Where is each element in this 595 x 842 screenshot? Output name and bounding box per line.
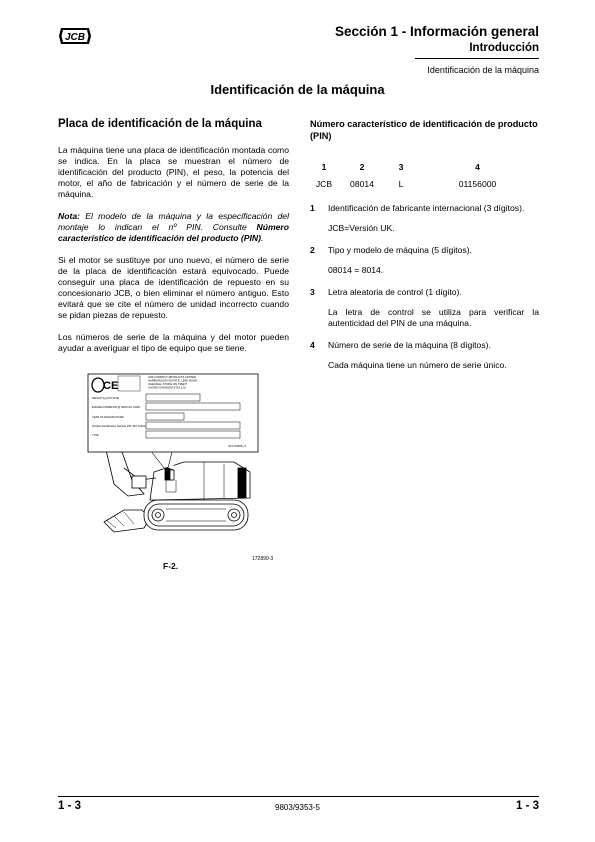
right-column <box>310 118 539 382</box>
section-title: Sección 1 - Información general <box>334 24 539 39</box>
document-code: 9803/9353-5 <box>275 803 320 812</box>
header-rule <box>415 58 539 59</box>
svg-text:JCB: JCB <box>64 32 86 43</box>
pin-item-sub: Cada máquina tiene un número de serie único. <box>328 360 507 370</box>
page-number-right: 1 - 3 <box>515 800 539 812</box>
pin-item-number: 1 <box>310 203 315 213</box>
machine-plate-illustration <box>84 372 264 552</box>
plate-paragraph-2: Si el motor se sustituye por uno nuevo, el número de serie de la placa de identificación estará equivocado. Puede conseguir una placa de identificación de repuesto en su concesionario JCB, o bien eliminar el número antiguo. Esto evitará que se cite el número de unidad incorrecto cuando se pidan piezas de repuesto. <box>58 255 289 320</box>
plate-part-number: 817/16455_6 <box>228 444 246 448</box>
note-label: Nota: <box>58 211 80 221</box>
svg-text:CE: CE <box>103 380 119 392</box>
plate-address-2: CHEADLE, STOKE ON TRENT <box>148 382 188 386</box>
pin-table <box>310 162 539 189</box>
plate-field-type: TYPE <box>92 434 99 437</box>
plate-company: JCB COMPACT PRODUCTS LIMITED <box>148 375 197 379</box>
pin-col-1: 1 <box>321 162 327 172</box>
pin-item-text: Identificación de fabricante internacional (3 dígitos). <box>328 203 525 213</box>
plate-field-pin: Product Identification Number PIN (ISO 10261) <box>92 425 147 428</box>
pin-item-text: Número de serie de la máquina (8 dígitos). <box>328 340 491 350</box>
pin-item-text: Tipo y modelo de máquina (5 dígitos). <box>328 245 472 255</box>
excavator-drawing <box>104 442 250 532</box>
jcb-logo <box>58 26 92 46</box>
pin-value-2: 08014 <box>350 179 374 189</box>
plate-heading: Placa de identificación de la máquina <box>58 118 262 130</box>
figure-code: 172890-3 <box>252 556 274 562</box>
page-title: Identificación de la máquina <box>210 82 385 97</box>
pin-item-text: Letra aleatoria de control (1 dígito). <box>328 287 462 297</box>
pin-item-4 <box>310 340 539 371</box>
page-number-left: 1 - 3 <box>58 800 82 812</box>
figure-label: F-2. <box>163 561 179 571</box>
pin-value-1: JCB <box>315 179 333 189</box>
pin-col-3: 3 <box>398 162 404 172</box>
left-column <box>58 118 289 365</box>
plate-address-1: HARBOROUGH ESTATE, LEEK ROAD <box>148 378 198 383</box>
plate-paragraph-3: Los números de serie de la máquina y del motor pueden ayudar a averiguar el tipo de equipo que se tiene. <box>58 332 289 353</box>
breadcrumb: Identificación de la máquina <box>427 65 539 75</box>
pin-heading: Número característico de identificación de producto (PIN) <box>310 119 538 141</box>
pin-item-3 <box>310 287 539 329</box>
plate-field-weight: WEIGHT kg (ISO 6016) <box>92 397 120 400</box>
pin-item-1 <box>310 203 539 234</box>
pin-item-sub: JCB=Versión UK. <box>328 223 395 233</box>
subsection-title: Introducción <box>469 42 539 54</box>
pin-table-value-row <box>310 179 539 189</box>
pin-reference-link[interactable]: Número característico de identificación del producto (PIN) <box>58 222 289 243</box>
pin-col-4: 4 <box>475 162 480 172</box>
pin-col-2: 2 <box>359 162 365 172</box>
plate-address-3: UNITED KINGDOM ST10 2JU <box>148 385 186 390</box>
pin-item-number: 3 <box>310 287 315 297</box>
pin-item-sub: 08014 = 8014. <box>328 265 384 275</box>
plate-field-power: ENGINE POWER kW @ RPM ISO 14396 <box>92 406 140 409</box>
note-text: El modelo de la máquina y la especificación del montaje lo indican el nº PIN. Consulte <box>58 211 289 232</box>
pin-item-number: 2 <box>310 245 315 255</box>
pin-value-3: L <box>398 179 404 189</box>
pin-value-4: 01156000 <box>458 179 497 189</box>
pin-item-2 <box>310 245 539 276</box>
plate-field-year: YEAR OF MANUFACTURE <box>92 416 124 419</box>
note-paragraph: Nota: El modelo de la máquina y la especificación del montaje lo indican el nº PIN. Consulte Número característico de identificación del producto (PIN). <box>58 211 289 243</box>
pin-item-sub: La letra de control se utiliza para verificar la autenticidad del PIN de una máquina. <box>328 307 539 328</box>
plate-paragraph-1: La máquina tiene una placa de identificación montada como se indica. En la placa se muestran el número de identificación del producto (PIN), el peso, la potencia del motor, el año de fabricación y el número de serie de la máquina. <box>58 145 289 199</box>
footer-rule <box>58 796 539 797</box>
pin-item-number: 4 <box>310 340 315 350</box>
pin-table-header-row <box>310 162 539 179</box>
